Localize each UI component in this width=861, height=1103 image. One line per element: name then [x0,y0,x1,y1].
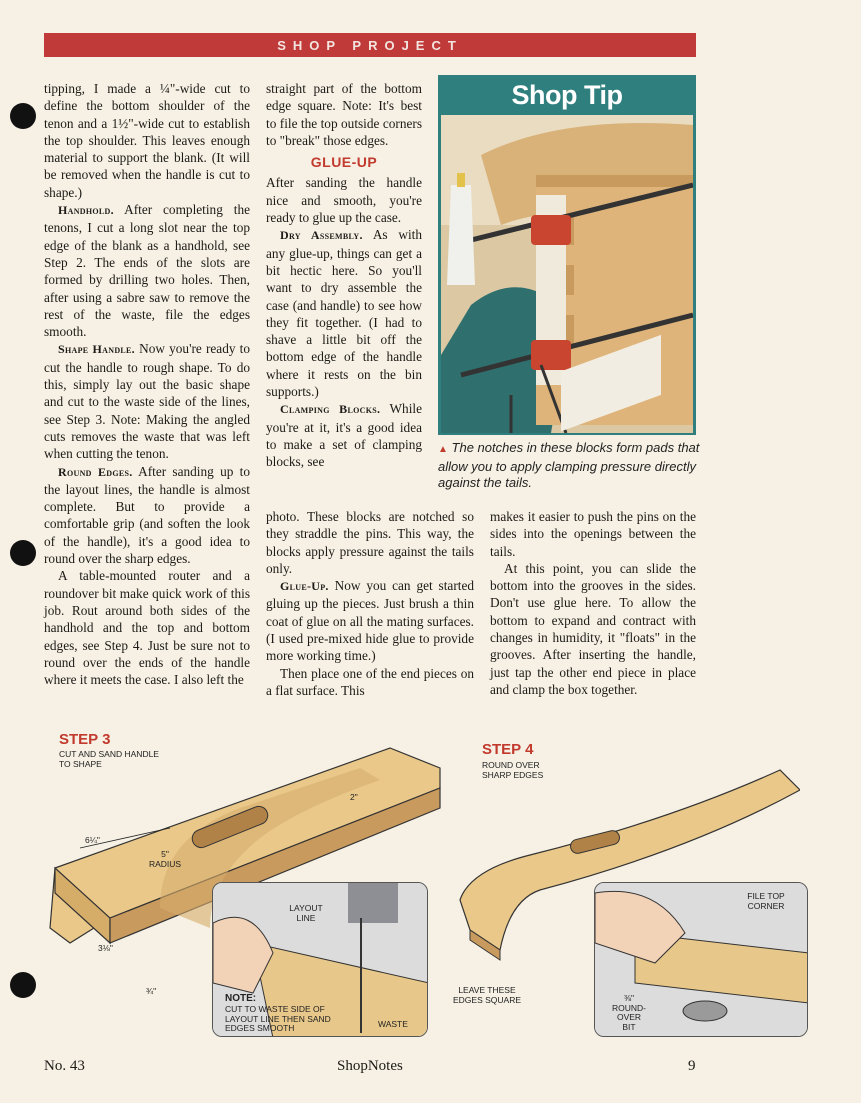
run-in-head: Dry Assembly. [280,228,363,243]
binder-hole-bottom [10,972,36,998]
run-in-head: Shape Handle. [58,342,135,357]
run-in-head: Clamping Blocks. [280,402,381,417]
step-3-subtitle: CUT AND SAND HANDLE TO SHAPE [59,749,159,769]
layout-line-label: LAYOUT LINE [289,903,323,923]
shop-tip-title: Shop Tip [511,79,623,110]
issue-number: No. 43 [44,1058,85,1074]
paragraph: Then place one of the end pieces on a flat surface. This [266,665,474,698]
section-banner: SHOP PROJECT [44,33,696,57]
magazine-name: ShopNotes [337,1058,403,1074]
paragraph: Clamping Blocks. While you're at it, it's a good idea to make a set of clamping blocks, see [266,401,422,470]
clamping-photo [441,115,693,433]
note-title: NOTE: [225,993,257,1004]
step-4-subtitle: ROUND OVER SHARP EDGES [482,760,544,780]
paragraph: After sanding the handle nice and smooth, you're ready to glue up the case. [266,175,422,226]
text-column-3 [490,508,696,698]
text-column-2 [266,80,422,471]
waste-label: WASTE [378,1019,408,1029]
section-subhead: GLUE-UP [310,154,378,171]
paragraph: Shape Handle. Now you're ready to cut the handle to rough shape. To do this, simply lay out the basic shape and cut to the waste side of the lines, see Step 3. Note: Making the angled cuts removes the waste that was left when cutting the tenon. [44,341,250,462]
run-in-head: Round Edges. [58,464,133,479]
shop-tip-box [438,75,696,435]
paragraph: Dry Assembly. As with any glue-up, things can get a bit hectic here. So you'll want to dry assemble the case (and handle) to see how they fit together. (I had to shave a little bit off the bottom edge of the handle where it rests on the bin supports.) [266,227,422,400]
step-3-title: STEP 3 [59,731,111,748]
paragraph: straight part of the bottom edge square. Note: It's best to file the top outside corners to "break" those edges. [266,81,422,148]
run-in-head: Glue-Up. [280,579,329,594]
file-corner-label: FILE TOP CORNER [747,891,785,911]
run-in-head: Handhold. [58,203,114,218]
step-4-title: STEP 4 [482,741,534,758]
dim-b-label: ¾" [146,986,157,996]
paragraph: At this point, you can slide the bottom into the grooves in the sides. Don't use glue here. To allow the bottom to expand and contract with changes in humidity, it "floats" in the grooves. After inserting the handle, just tap the other end piece in place and clamp the box together. [490,560,696,697]
page-number: 9 [688,1058,696,1074]
dim-width-label: 2" [350,792,358,802]
radius-label: 5" RADIUS [148,849,182,869]
binder-hole-middle [10,540,36,566]
photo-caption: ▲ The notches in these blocks form pads that allow you to apply clamping pressure directly against the tails. [438,440,700,490]
caption-triangle-icon: ▲ [438,444,448,455]
text-column-2-lower [266,508,474,699]
binder-hole-top [10,103,36,129]
paragraph: tipping, I made a ¼"-wide cut to define the bottom shoulder of the tenon and a 1½"-wide cut to establish the top shoulder. This leaves enough material to support the blank. (It will be removed when the handle is cut to shape.) [44,81,250,200]
paragraph: photo. These blocks are notched so they straddle the pins. This way, the blocks apply pressure against the tails only. [266,509,474,576]
paragraph: Glue-Up. Now you can get started gluing up the pieces. Just brush a thin coat of glue on all the mating surfaces. (I used pre-mixed hide glue to provide more working time.) [266,578,474,664]
paragraph: Handhold. After completing the tenons, I cut a long slot near the top edge of the blank as a handhold, see Step 2. The ends of the slots are formed by drilling two holes. Then, after using a sabre saw to remove the rest of the waste, file the edges smooth. [44,202,250,340]
text-column-1 [44,80,250,688]
paragraph: A table-mounted router and a roundover bit make quick work of this job. Rout around both sides of the handhold and the top and bottom edges, see Step 4. Just be sure not to round over the ends of the handle where it meets the case. I also left the [44,568,250,688]
paragraph: Round Edges. After sanding up to the layout lines, the handle is almost complete. But to provide a comfortable grip (and soften the look of the handle), it's a good idea to round over the sharp edges. [44,463,250,567]
roundover-bit-label: ⅜" ROUND-OVER BIT [612,993,646,1032]
dim-length-label: 6¼" [85,835,100,845]
dim-a-label: 3⅛" [98,943,113,953]
leave-square-label: LEAVE THESE EDGES SQUARE [452,985,522,1005]
note-text: CUT TO WASTE SIDE OF LAYOUT LINE THEN SAND EDGES SMOOTH [225,1004,331,1033]
paragraph: makes it easier to push the pins on the sides into the openings between the tails. [490,509,696,559]
